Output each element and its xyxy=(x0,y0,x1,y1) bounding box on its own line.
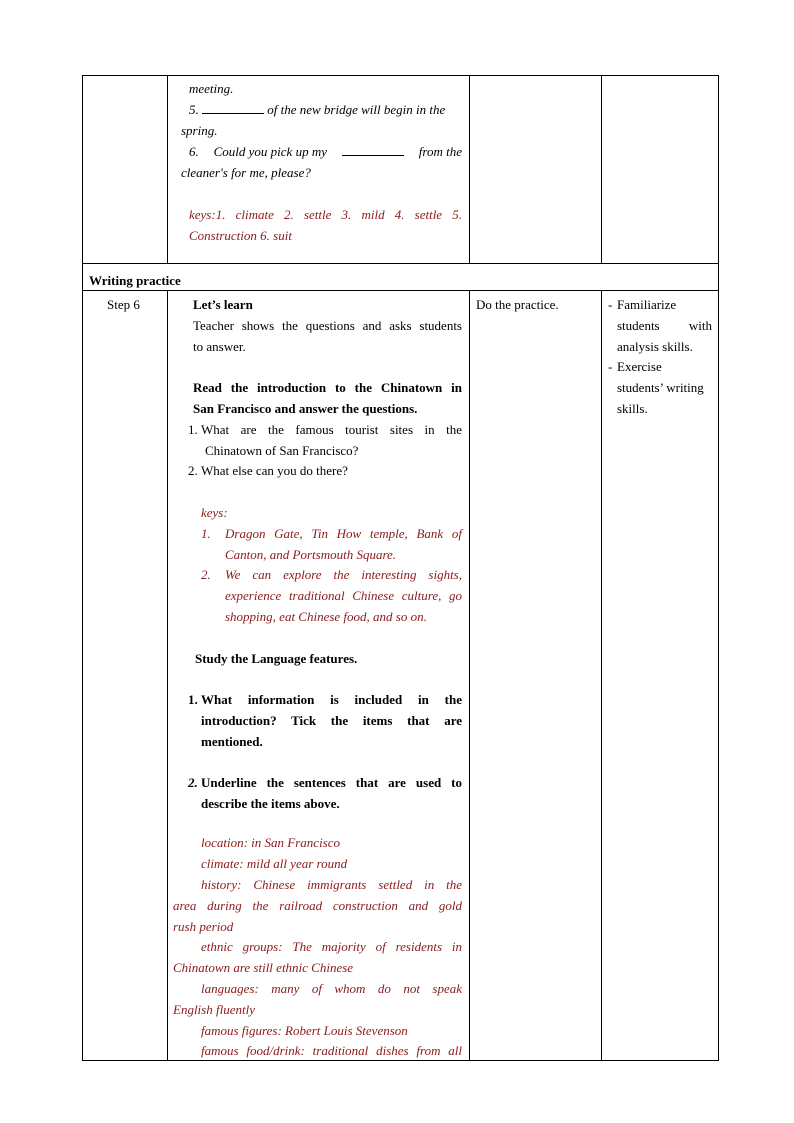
answer-2-line-2: experience traditional Chinese culture, go xyxy=(225,588,462,603)
question-1-number: 1. xyxy=(188,422,198,437)
exercise-q5 xyxy=(189,102,445,118)
purpose-2-dash: - xyxy=(608,359,613,374)
purpose-1-line-2 xyxy=(617,318,712,334)
answer-1-line-1: Dragon Gate, Tin How temple, Bank of xyxy=(225,526,462,541)
teacher-intro-line-1: Teacher shows the questions and asks students xyxy=(193,318,462,333)
exercise-q6 xyxy=(189,144,462,160)
lets-learn-title: Let’s learn xyxy=(193,297,253,312)
question-1-line-1: What are the famous tourist sites in the xyxy=(201,422,462,437)
table-top-border xyxy=(82,75,719,76)
feature-climate: climate: mild all year round xyxy=(201,856,348,871)
step-label: Step 6 xyxy=(107,297,140,312)
table-left-border xyxy=(82,75,83,1061)
question-2-line-1: What else can you do there? xyxy=(201,463,348,478)
column-divider-3-top xyxy=(601,75,602,263)
purpose-1-line-1: Familiarize xyxy=(617,297,677,312)
read-instruction-line-2: San Francisco and answer the questions. xyxy=(193,401,418,416)
column-divider-2-bottom xyxy=(469,290,470,1060)
exercise-line-meeting: meeting. xyxy=(189,81,234,96)
feature-ethnic-line-2: Chinatown are still ethnic Chinese xyxy=(173,960,354,975)
row-divider-2 xyxy=(82,290,719,291)
purpose-1-dash: - xyxy=(608,297,613,312)
q5-blank xyxy=(202,102,264,114)
purpose-1-line-3: analysis skills. xyxy=(617,339,693,354)
task-1-line-3: mentioned. xyxy=(201,734,263,749)
question-1-line-2: Chinatown of San Francisco? xyxy=(205,443,359,458)
question-2-number: 2. xyxy=(188,463,198,478)
feature-languages-line-1: languages: many of whom do not speak xyxy=(201,981,462,996)
q6-number: 6. xyxy=(189,144,199,159)
q6-text-2: from the xyxy=(418,144,462,159)
exercise-q6-cont: cleaner's for me, please? xyxy=(181,165,311,180)
teacher-intro-line-2: to answer. xyxy=(193,339,246,354)
feature-history-line-3: rush period xyxy=(173,919,234,934)
read-instruction-line-1: Read the introduction to the Chinatown in xyxy=(193,380,462,395)
feature-history-line-2: area during the railroad construction and gold xyxy=(173,898,462,913)
exercise-keys-line-1: keys:1. climate 2. settle 3. mild 4. settle 5. xyxy=(189,207,462,222)
purpose-2-line-3: skills. xyxy=(617,401,648,416)
answer-2-number: 2. xyxy=(201,567,211,582)
student-activity: Do the practice. xyxy=(476,297,559,312)
row-divider-1 xyxy=(82,263,719,264)
task-2-line-2: describe the items above. xyxy=(201,796,340,811)
answer-1-number: 1. xyxy=(201,526,211,541)
feature-famous-figures: famous figures: Robert Louis Stevenson xyxy=(201,1023,408,1038)
task-1-line-2: introduction? Tick the items that are xyxy=(201,713,462,728)
column-divider-1-bottom xyxy=(167,290,168,1060)
column-divider-3-bottom xyxy=(601,290,602,1060)
feature-ethnic-line-1: ethnic groups: The majority of residents in xyxy=(201,939,462,954)
table-bottom-border xyxy=(82,1060,719,1061)
section-header-writing-practice: Writing practice xyxy=(89,273,181,288)
q5-text: of the new bridge will begin in the xyxy=(267,102,446,117)
feature-languages-line-2: English fluently xyxy=(173,1002,255,1017)
study-language-features: Study the Language features. xyxy=(195,651,358,666)
answer-2-line-3: shopping, eat Chinese food, and so on. xyxy=(225,609,427,624)
task-1-number: 1. xyxy=(188,692,198,707)
answer-1-line-2: Canton, and Portsmouth Square. xyxy=(225,547,397,562)
keys-label: keys: xyxy=(201,505,228,520)
feature-location: location: in San Francisco xyxy=(201,835,341,850)
q5-number: 5. xyxy=(189,102,199,117)
answer-2-line-1: We can explore the interesting sights, xyxy=(225,567,462,582)
purpose-1-word-with: with xyxy=(688,318,712,333)
q6-text-1: Could you pick up my xyxy=(213,144,327,159)
exercise-q5-cont: spring. xyxy=(181,123,218,138)
task-1-line-1: What information is included in the xyxy=(201,692,462,707)
task-2-line-1: Underline the sentences that are used to xyxy=(201,775,462,790)
feature-famous-food: famous food/drink: traditional dishes from all xyxy=(201,1043,462,1058)
exercise-keys-line-2: Construction 6. suit xyxy=(189,228,292,243)
feature-history-line-1: history: Chinese immigrants settled in the xyxy=(201,877,462,892)
purpose-1-word-students: students xyxy=(617,318,660,333)
purpose-2-line-2: students’ writing xyxy=(617,380,704,395)
column-divider-1-top xyxy=(167,75,168,263)
column-divider-2-top xyxy=(469,75,470,263)
task-2-number: 2. xyxy=(188,775,198,790)
purpose-2-line-1: Exercise xyxy=(617,359,662,374)
table-right-border xyxy=(718,75,719,1061)
q6-blank xyxy=(342,144,404,156)
